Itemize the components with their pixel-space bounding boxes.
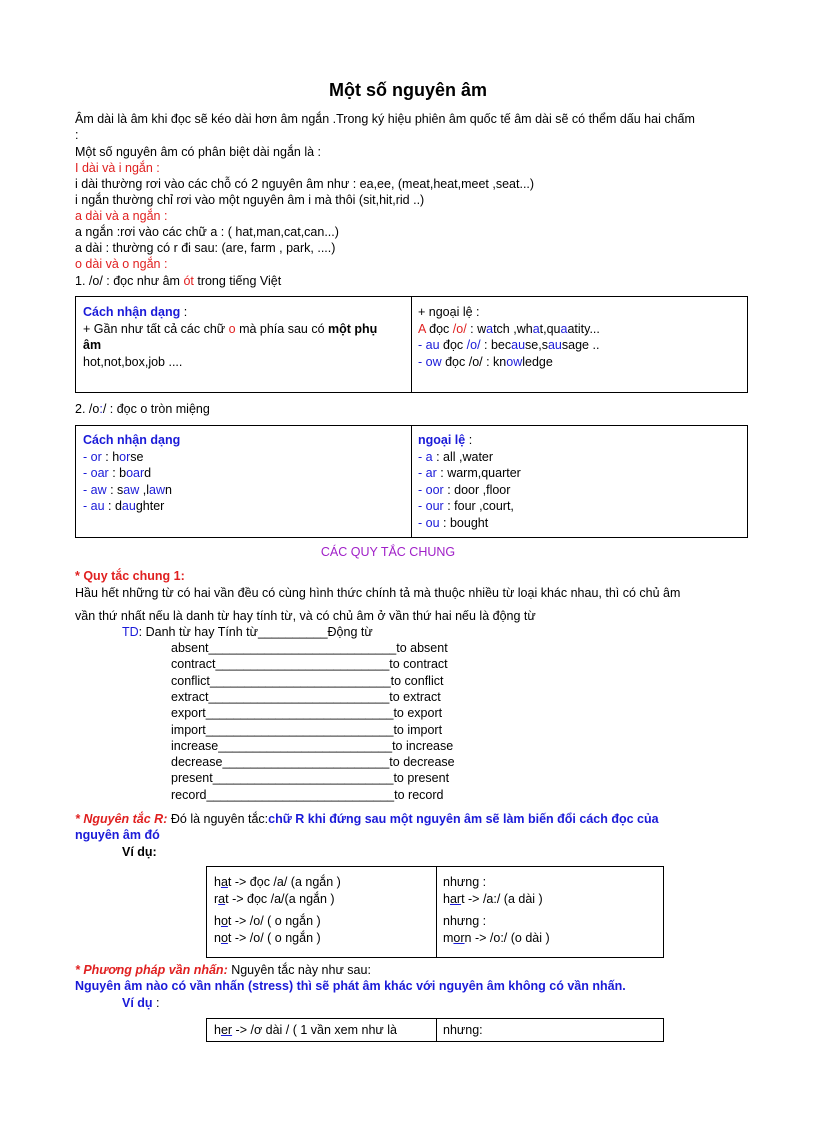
table-3-r1-left: hat -> đọc /a/ (a ngắn ) rat -> đọc /a/(a ngắn ) [214, 875, 341, 906]
word-pair-line: __________________________ [208, 689, 390, 704]
o-item-2: 2. /o:/ : đọc o tròn miệng [75, 402, 210, 416]
o-item-1: 1. /o/ : đọc như âm ót trong tiếng Việt [75, 274, 282, 288]
word-pair-row [171, 723, 442, 737]
word-pair-noun: export [171, 706, 206, 721]
intro-line-1: Âm dài là âm khi đọc sẽ kéo dài hơn âm ngắn .Trong ký hiệu phiên âm quốc tế âm dài sẽ có thểm dấu hai chấm [75, 112, 695, 126]
i-short-text: i ngắn thường chỉ rơi vào một nguyên âm i mà thôi (sit,hit,rid ..) [75, 193, 425, 207]
a-heading: a dài và a ngắn : [75, 209, 168, 223]
rule-1-heading: * Quy tắc chung 1: [75, 569, 185, 583]
table-1-left-cell: Cách nhận dạng : + Gần như tất cả các chữ o mà phía sau có một phụ âm hot,not,box,job .... [83, 305, 378, 369]
word-pair-verb: to absent [396, 641, 448, 655]
table-3-r1-right: nhưng : hart -> /a:/ (a dài ) [443, 875, 543, 906]
stress-line-1: * Phương pháp vần nhấn: Nguyên tắc này như sau: [75, 963, 371, 977]
intro-line-2: Một số nguyên âm có phân biệt dài ngắn là : [75, 145, 321, 159]
stress-example-label: Ví dụ : [122, 996, 160, 1010]
word-pair-line: __________________________ [209, 673, 391, 688]
word-pair-verb: to import [393, 722, 443, 737]
page-title: Một số nguyên âm [328, 80, 487, 100]
word-pair-row [171, 771, 449, 785]
list-item: - au : daughter [83, 499, 165, 513]
list-item: - our : four ,court, [418, 499, 514, 513]
list-item: - aw : saw ,lawn [83, 482, 172, 497]
word-pair-noun: conflict [171, 673, 210, 688]
word-pair-line: __________________________ [212, 771, 394, 786]
i-heading: I dài và i ngắn : [75, 161, 160, 175]
o-heading: o dài và o ngắn : [75, 257, 168, 271]
word-pair-line: ___________________________ [208, 641, 397, 655]
table-1-right-cell: + ngoại lệ : A đọc /o/ : watch ,what,quaatity... - au đọc /o/ : because,sausage .. - ow đọc /o/ : knowledge [418, 305, 600, 369]
word-pair-verb: to increase [392, 738, 454, 753]
word-pair-verb: to extract [389, 689, 441, 704]
word-pair-verb: to conflict [390, 673, 444, 688]
list-item: - ar : warm,quarter [418, 466, 521, 480]
table-3-r2-left: hot -> /o/ ( o ngắn ) not -> /o/ ( o ngắn ) [214, 914, 321, 945]
word-pair-noun: absent [171, 641, 209, 655]
word-pair-line: ___________________________ [205, 706, 394, 721]
i-long-text: i dài thường rơi vào các chỗ có 2 nguyên âm như : ea,ee, (meat,heat,meet ,seat...) [75, 177, 535, 191]
word-pair-line: ___________________________ [205, 722, 394, 737]
word-pair-row [171, 690, 441, 704]
word-pair-verb: to contract [389, 657, 448, 672]
word-pair-row [171, 641, 448, 655]
list-item: - oar : board [83, 466, 152, 480]
word-pair-verb: to export [393, 706, 443, 721]
rule-r-example-label: Ví dụ: [122, 845, 157, 859]
word-pair-noun: import [171, 722, 206, 737]
word-pair-row [171, 657, 448, 671]
table-2-left-cell: Cách nhận dạng - or : horse - oar : board - aw : saw ,lawn - au : daughter [83, 433, 181, 513]
rule-1-line-2: vần thứ nhất nếu là danh từ hay tính từ, và có chủ âm ở vần thứ hai nếu là động từ [75, 609, 536, 623]
table-4-right: nhưng: [443, 1023, 483, 1037]
list-item: - ou : bought [418, 515, 489, 530]
word-pair-noun: extract [171, 689, 209, 704]
rule-1-td: TD: Danh từ hay Tính từ__________Động từ [122, 625, 373, 639]
word-pair-noun: decrease [171, 755, 223, 770]
list-item: - a : all ,water [418, 449, 494, 464]
word-pair-row [171, 755, 455, 769]
table-4-left: her -> /ơ dài / ( 1 vần xem như là [214, 1023, 397, 1037]
word-pair-row [171, 674, 443, 688]
rules-heading: CÁC QUY TẮC CHUNG [320, 545, 456, 559]
word-pair-row [171, 706, 442, 720]
table-1-divider [411, 296, 412, 393]
table-2-divider [411, 425, 412, 538]
table-3-divider [436, 866, 437, 958]
word-pair-verb: to record [394, 787, 444, 802]
list-item: - oor : door ,floor [418, 482, 511, 497]
table-2-right-cell: ngoại lệ : - a : all ,water - ar : warm,quarter - oor : door ,floor - our : four ,court, - ou : bought [418, 433, 521, 530]
word-pair-noun: record [171, 787, 207, 802]
stress-rule: Nguyên âm nào có vần nhấn (stress) thì sẽ phát âm khác với nguyên âm không có vần nhấn. [75, 979, 626, 993]
a-long-text: a dài : thường có r đi sau: (are, farm , park, ....) [75, 241, 336, 255]
table-3-r2-right: nhưng : morn -> /o:/ (o dài ) [443, 914, 550, 945]
word-pair-row [171, 739, 453, 753]
rule-r-line-1: * Nguyên tắc R: Đó là nguyên tắc:chữ R khi đứng sau một nguyên âm sẽ làm biến đổi cách đọc của [75, 812, 659, 826]
word-pair-line: ________________________ [222, 755, 390, 770]
a-short-text: a ngắn :rơi vào các chữ a : ( hat,man,cat,can...) [75, 225, 339, 239]
word-pair-row [171, 788, 443, 802]
list-item: - or : horse [83, 449, 144, 464]
word-pair-noun: increase [171, 738, 219, 753]
word-pair-noun: present [171, 771, 213, 786]
word-pair-verb: to decrease [389, 755, 455, 770]
intro-line-1b: : [75, 128, 79, 142]
word-pair-noun: contract [171, 657, 216, 672]
word-pair-line: _________________________ [218, 738, 393, 753]
word-pair-line: ___________________________ [206, 787, 395, 802]
rule-1-line-1: Hầu hết những từ có hai vần đều có cùng hình thức chính tả mà thuộc nhiều từ loại khác nhau, thì có chủ âm [75, 586, 681, 600]
word-pair-line: _________________________ [215, 657, 390, 672]
word-pair-verb: to present [393, 771, 450, 786]
table-4-divider [436, 1018, 437, 1042]
rule-r-line-2: nguyên âm đó [75, 828, 160, 842]
